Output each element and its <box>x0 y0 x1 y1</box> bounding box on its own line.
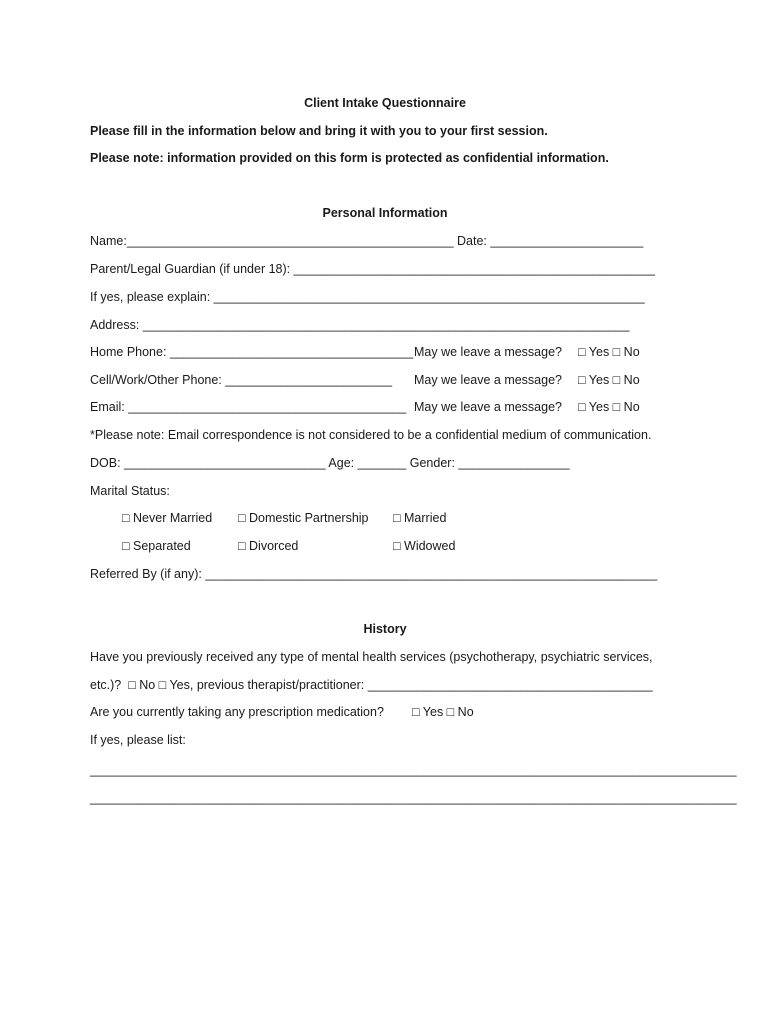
email-field[interactable]: Email: ________________________________________ <box>90 400 407 414</box>
guardian-field[interactable]: Parent/Legal Guardian (if under 18): ____________________________________________________ <box>90 262 656 276</box>
instruction-line-2: Please note: information provided on this form is protected as confidential information. <box>90 151 609 165</box>
medication-checkboxes[interactable]: □ Yes □ No <box>412 705 474 719</box>
name-date-field[interactable]: Name:_______________________________________________ Date: ______________________ <box>90 234 644 248</box>
history-heading: History <box>363 622 407 636</box>
checkbox-never-married[interactable]: □ Never Married <box>122 511 213 525</box>
prior-services-answer-field[interactable]: etc.)? □ No □ Yes, previous therapist/practitioner: _________________________________________ <box>90 678 653 692</box>
medication-blank-line-1[interactable]: _____________________________________________________________________________________________ <box>90 763 737 777</box>
address-field[interactable]: Address: ______________________________________________________________________ <box>90 318 630 332</box>
email-message-checkboxes[interactable]: □ Yes □ No <box>578 400 640 414</box>
cell-phone-field[interactable]: Cell/Work/Other Phone: ________________________ <box>90 373 393 387</box>
referred-by-field[interactable]: Referred By (if any): _________________________________________________________________ <box>90 567 658 581</box>
cell-phone-message-checkboxes[interactable]: □ Yes □ No <box>578 373 640 387</box>
checkbox-divorced[interactable]: □ Divorced <box>238 539 299 553</box>
home-phone-message-checkboxes[interactable]: □ Yes □ No <box>578 345 640 359</box>
checkbox-separated[interactable]: □ Separated <box>122 539 191 553</box>
form-title: Client Intake Questionnaire <box>304 96 466 110</box>
medication-blank-line-2[interactable]: _____________________________________________________________________________________________ <box>90 791 737 805</box>
explain-field[interactable]: If yes, please explain: ______________________________________________________________ <box>90 290 645 304</box>
checkbox-domestic-partnership[interactable]: □ Domestic Partnership <box>238 511 369 525</box>
medication-question: Are you currently taking any prescription medication? <box>90 705 384 719</box>
cell-phone-message-question: May we leave a message? <box>414 373 562 387</box>
home-phone-message-question: May we leave a message? <box>414 345 562 359</box>
instruction-line-1: Please fill in the information below and bring it with you to your first session. <box>90 124 548 138</box>
personal-info-heading: Personal Information <box>322 206 448 220</box>
marital-status-label: Marital Status: <box>90 484 170 498</box>
checkbox-widowed[interactable]: □ Widowed <box>393 539 456 553</box>
medication-list-label: If yes, please list: <box>90 733 186 747</box>
email-confidentiality-note: *Please note: Email correspondence is not considered to be a confidential medium of communication. <box>90 428 652 442</box>
dob-age-gender-field[interactable]: DOB: _____________________________ Age: _______ Gender: ________________ <box>90 456 570 470</box>
checkbox-married[interactable]: □ Married <box>393 511 447 525</box>
email-message-question: May we leave a message? <box>414 400 562 414</box>
home-phone-field[interactable]: Home Phone: ___________________________________ <box>90 345 414 359</box>
prior-services-question: Have you previously received any type of mental health services (psychotherapy, psychiatric services, <box>90 650 653 664</box>
